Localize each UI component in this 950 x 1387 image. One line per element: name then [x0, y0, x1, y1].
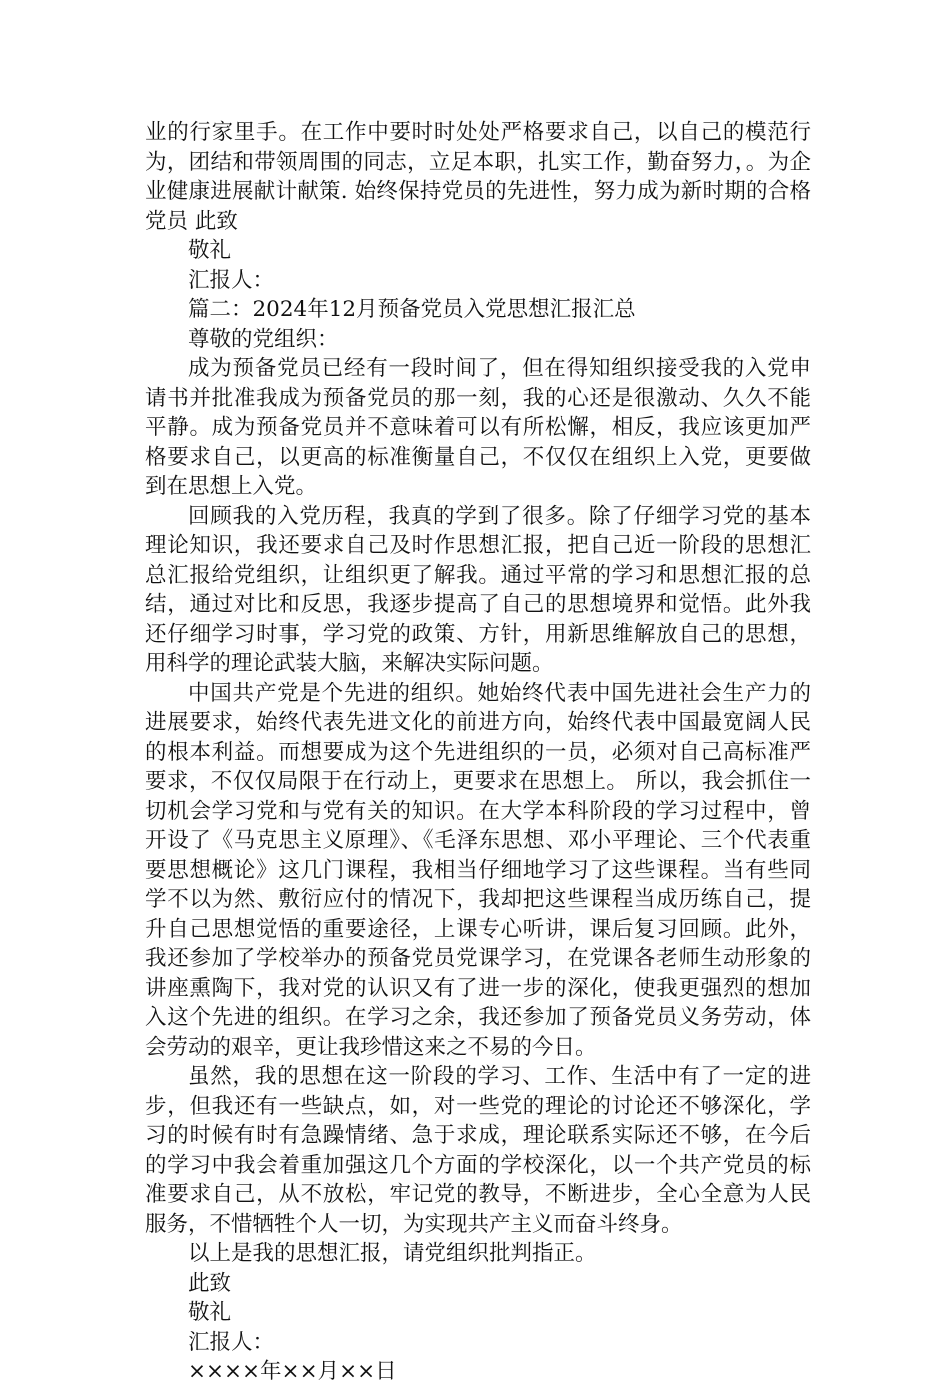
- section-title: 篇二：2024年12月预备党员入党思想汇报汇总: [188, 297, 636, 322]
- signer-label: 汇报人：: [188, 267, 275, 293]
- intro-paragraph: 业的行家里手。在工作中要时时处处严格要求自己，以自己的模范行为，团结和带领周围的同志，立足本职，扎实工作，勤奋努力，。为企业健康进展献计献策. 始终保持党员的先进性，努力成为新时期的合格党员 此致: [145, 120, 811, 234]
- signer-label-2: 汇报人：: [188, 1329, 275, 1355]
- body-paragraph-4: 虽然，我的思想在这一阶段的学习、工作、生活中有了一定的进步，但我还有一些缺点，如，对一些党的理论的讨论还不够深化，学习的时候有时有急躁情绪、急于求成，理论联系实际还不够，在今后的学习中我会着重加强这几个方面的学校深化，以一个共产党员的标准要求自己，从不放松，牢记党的教导，不断进步，全心全意为人民服务，不惜牺牲个人一切，为实现共产主义而奋斗终身。: [145, 1064, 811, 1237]
- body-paragraph-1: 成为预备党员已经有一段时间了，但在得知组织接受我的入党申请书并批准我成为预备党员的那一刻，我的心还是很激动、久久不能平静。成为预备党员并不意味着可以有所松懈，相反，我应该更加严格要求自己，以更高的标准衡量自己，不仅仅在组织上入党，更要做到在思想上入党。: [145, 356, 811, 499]
- body-paragraph-3: 中国共产党是个先进的组织。她始终代表中国先进社会生产力的进展要求，始终代表先进文化的前进方向，始终代表中国最宽阔人民的根本利益。而想要成为这个先进组织的一员，必须对自己高标准严要求，不仅仅局限于在行动上，更要求在思想上。 所以，我会抓住一切机会学习党和与党有关的知识。在大学本科阶段的学习过程中，曾开设了《马克思主义原理》、《毛泽东思想、邓小平理论、三个代表重要思想概论》这几门课程，我相当仔细地学习了这些课程。当有些同学不以为然、敷衍应付的情况下，我却把这些课程当成历练自己，提升自己思想觉悟的重要途径，上课专心听讲，课后复习回顾。此外，我还参加了学校举办的预备党员党课学习，在党课各老师生动形象的讲座熏陶下，我对党的认识又有了进一步的深化，使我更强烈的想加入这个先进的组织。在学习之余，我还参加了预备党员义务劳动，体会劳动的艰辛，更让我珍惜这来之不易的今日。: [145, 680, 811, 1060]
- salutation: 尊敬的党组织：: [188, 326, 339, 352]
- closing-salute: 敬礼: [188, 238, 232, 263]
- document-body: [145, 118, 811, 1387]
- body-paragraph-2: 回顾我的入党历程，我真的学到了很多。除了仔细学习党的基本理论知识，我还要求自己及时作思想汇报，把自己近一阶段的思想汇总汇报给党组织，让组织更了解我。通过平常的学习和思想汇报的总结，通过对比和反思，我逐步提高了自己的思想境界和觉悟。此外我还仔细学习时事，学习党的政策、方针，用新思维解放自己的思想，用科学的理论武装大脑，来解决实际问题。: [145, 503, 811, 676]
- date-line: ××××年××月××日: [188, 1359, 397, 1384]
- body-paragraph-5: 以上是我的思想汇报，请党组织批判指正。: [188, 1241, 597, 1266]
- closing-phrase: 此致: [188, 1270, 232, 1296]
- closing-salute-2: 敬礼: [188, 1300, 232, 1325]
